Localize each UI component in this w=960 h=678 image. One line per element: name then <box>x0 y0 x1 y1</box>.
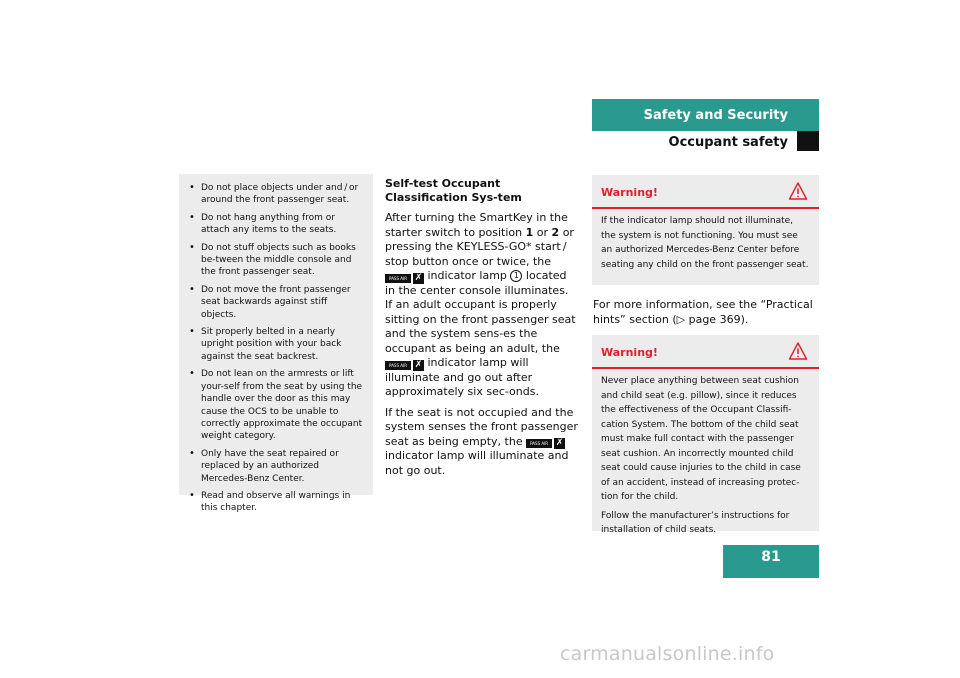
callout-number: 1 <box>510 270 522 282</box>
list-item: • Do not lean on the armrests or lift your-self from the seat by using the handle over the door as this may cause the OCS to be unable to correctly approximate the occupant weight category. <box>189 368 363 442</box>
list-item: • Do not hang anything from or attach any items to the seats. <box>189 212 363 237</box>
list-item: • Read and observe all warnings in this chapter. <box>189 490 363 515</box>
main-text <box>385 177 579 484</box>
warning-title: Warning! <box>601 346 658 359</box>
watermark: carmanualsonline.info <box>560 643 775 665</box>
list-item: • Do not place objects under and / or around the front passenger seat. <box>189 182 363 207</box>
warning-text: If the indicator lamp should not illuminate, the system is not functioning. You must see an authorized Mercedes-Benz Center before seating any child on the front passenger seat. <box>601 216 809 270</box>
warning-text: Never place anything between seat cushion and child seat (e.g. pillow), since it reduces the effectiveness of the Occupant Classifi-cation System. The bottom of the child seat must make full contact with the passenger seat cushion. An incorrectly mounted child seat could cause injuries to the child in case of an accident, instead of increasing protec-tion for the child. Follow the manufacturer’s instructions for installation of child seats. <box>601 376 801 535</box>
airbag-off-icon: ✗ <box>414 272 423 283</box>
warning-box <box>592 175 819 285</box>
header-marker <box>797 131 819 151</box>
pass-airbag-off-label: PASS AIR <box>526 439 552 448</box>
section-title: Safety and Security <box>643 108 788 123</box>
list-item: • Sit properly belted in a nearly upright position with your back against the seat backrest. <box>189 326 363 363</box>
paragraph: If the seat is not occupied and the system senses the front passenger seat as being empty, the PASS AIR✗ indicator lamp will illuminate and not go out. <box>385 405 578 477</box>
warning-title: Warning! <box>601 186 658 199</box>
airbag-off-icon: ✗ <box>555 438 564 448</box>
precautions-list <box>179 174 373 514</box>
warning-triangle-icon <box>788 181 808 201</box>
warning-header <box>592 175 819 209</box>
pass-airbag-off-label: PASS AIR <box>385 274 411 283</box>
reference-text: For more information, see the “Practical hints” section (▷ page 369). <box>593 298 813 326</box>
pass-airbag-off-label: PASS AIR <box>385 361 411 370</box>
list-item: • Do not stuff objects such as books be-tween the middle console and the front passenger seat. <box>189 242 363 279</box>
page-number: 81 <box>761 549 781 565</box>
warning-header <box>592 335 819 369</box>
section-subtitle: Occupant safety <box>668 135 788 150</box>
indicator-lamp <box>526 437 565 448</box>
list-item: • Only have the seat repaired or replaced by an authorized Mercedes-Benz Center. <box>189 448 363 485</box>
paragraph: After turning the SmartKey in the starter switch to position 1 or 2 or pressing the KEYLESS-GO* start / stop button once or twice, the PASS AIR✗ indicator lamp 1 located in the center console illuminates. If an adult occupant is properly sitting on the front passenger seat and the system sens-es the occupant as being an adult, the PASS AIR✗ indicator lamp will illuminate and go out after approximately six sec-onds. <box>385 211 576 398</box>
airbag-off-icon: ✗ <box>414 359 423 370</box>
list-item: • Do not move the front passenger seat backwards against stiff objects. <box>189 284 363 321</box>
warning-triangle-icon <box>788 341 808 361</box>
indicator-lamp <box>385 358 424 369</box>
section-heading: Self-test Occupant Classification Sys-tem <box>385 177 522 204</box>
indicator-lamp <box>385 271 424 282</box>
warning-box <box>592 335 819 535</box>
